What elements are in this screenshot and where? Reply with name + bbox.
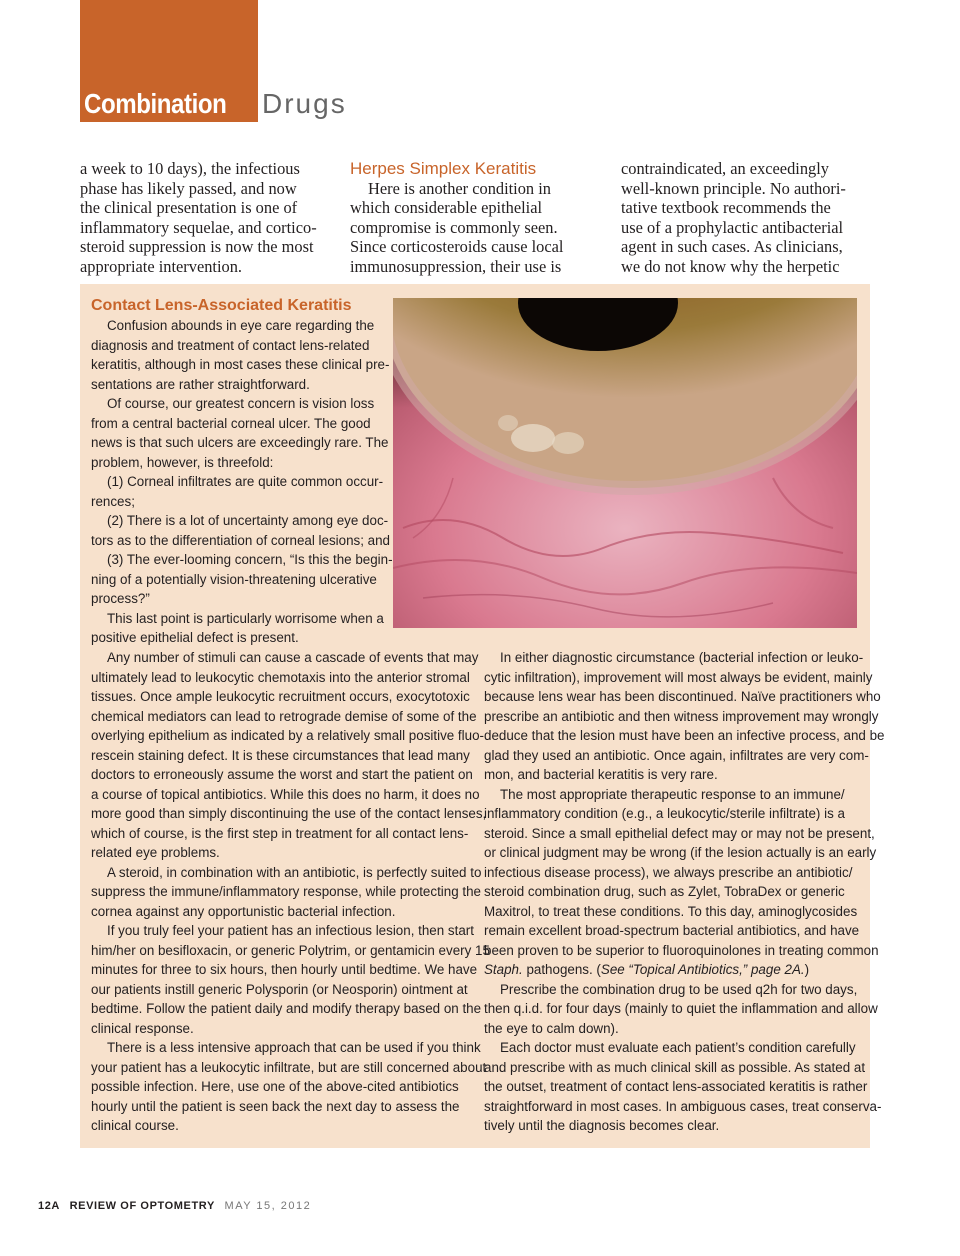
- text-line: and prescribe with as much clinical skill as possible. As stated at: [484, 1059, 866, 1075]
- text-line: phase has likely passed, and now: [80, 178, 297, 198]
- sidebar-intro-text: [91, 316, 393, 648]
- text-line: steroid combination drug, such as Zylet, TobraDex or generic: [484, 884, 845, 899]
- article-column-3: [621, 159, 873, 277]
- page-title: [84, 88, 347, 128]
- text-line: a course of topical antibiotics. While this does no harm, it does no: [91, 786, 480, 802]
- text-line: overlying epithelium as indicated by a relatively small positive fluo-: [91, 728, 484, 743]
- text-line: If you truly feel your patient has an infectious lesion, then start: [107, 923, 474, 938]
- text-line: minutes for three to six hours, then hourly until bedtime. We have: [91, 962, 478, 977]
- text-line: clinical response.: [91, 1020, 194, 1036]
- text-line: we do not know why the herpetic: [621, 256, 840, 276]
- eye-photo: [393, 298, 857, 628]
- text-line: There is a less intensive approach that can be used if you think: [107, 1040, 481, 1055]
- text-line: keratitis, although in most cases these clinical pre-: [91, 357, 390, 372]
- text-line: doctors to erroneously assume the worst and start the patient on: [91, 767, 473, 782]
- text-line: Prescribe the combination drug to be used q2h for two days,: [500, 981, 858, 997]
- text-line: Each doctor must evaluate each patient’s condition carefully: [500, 1040, 856, 1055]
- text-line: diagnosis and treatment of contact lens-related: [91, 337, 370, 353]
- text-line: process?”: [91, 591, 150, 606]
- text-line: our patients instill generic Polysporin (or Neosporin) ointment at: [91, 981, 468, 997]
- text-line: appropriate intervention.: [80, 256, 243, 276]
- text-line: bedtime. Follow the patient daily and modify therapy based on the: [91, 1001, 482, 1016]
- text-line: use of a prophylactic antibacterial: [621, 217, 844, 237]
- section-heading-herpes: Herpes Simplex Keratitis: [350, 159, 537, 178]
- text-line: a week to 10 days), the infectious: [80, 159, 300, 178]
- text-line: Maxitrol, to treat these conditions. To this day, aminoglycosides: [484, 903, 858, 919]
- text-line: which of course, is the first step in treatment for all contact lens-: [91, 825, 469, 841]
- text-line: inflammatory sequelae, and cortico-: [80, 217, 317, 237]
- page-footer: [38, 1200, 311, 1212]
- text-line: Since corticosteroids cause local: [350, 237, 564, 257]
- text-line: inflammatory condition (e.g., a leukocytic/sterile infiltrate) is a: [484, 806, 845, 821]
- eye-photo-illustration: [393, 298, 857, 628]
- text-line: the eye to calm down).: [484, 1020, 619, 1036]
- text-line: sentations are rather straightforward.: [91, 376, 310, 392]
- text-line: The most appropriate therapeutic response to an immune/: [500, 786, 845, 802]
- text-line: been proven to be superior to fluoroquinolones in treating common: [484, 942, 879, 958]
- page-title-light: Drugs: [262, 88, 347, 119]
- text-line: him/her on besifloxacin, or generic Polytrim, or gentamicin every 15: [91, 942, 490, 958]
- text-line: prescribe an antibiotic and then witness improvement may wrongly: [484, 708, 879, 724]
- sidebar-right-column: [484, 648, 885, 1136]
- text-line: chemical mediators can lead to retrograde demise of some of the: [91, 708, 477, 724]
- text-line: tissues. Once ample leukocytic recruitment occurs, exocytotoxic: [91, 689, 470, 704]
- text-line: the clinical presentation is one of: [80, 198, 298, 218]
- magazine-name: REVIEW OF OPTOMETRY: [69, 1200, 215, 1212]
- text-line: remain excellent broad-spectrum bacterial antibiotics, and have: [484, 923, 860, 938]
- text-line: contraindicated, an exceedingly: [621, 159, 829, 178]
- text-line: the outset, treatment of contact lens-associated keratitis is rather: [484, 1079, 868, 1094]
- text-line: because lens wear has been discontinued. Naïve practitioners who: [484, 689, 881, 704]
- sidebar-title: Contact Lens-Associated Keratitis: [91, 297, 352, 314]
- page-title-bold: Combination: [84, 88, 227, 119]
- text-line: news is that such ulcers are exceedingly rare. The: [91, 435, 389, 450]
- text-line: cytic infiltration), improvement will most always be evident, mainly: [484, 669, 873, 685]
- text-line: rescein staining defect. It is these circumstances that lead many: [91, 747, 470, 763]
- text-line: Any number of stimuli can cause a cascade of events that may: [107, 650, 479, 665]
- text-line: which considerable epithelial: [350, 198, 543, 218]
- text-line: cornea against any opportunistic bacterial infection.: [91, 903, 396, 919]
- text-line: or clinical judgment may be wrong (if the lesion actually is an early: [484, 845, 877, 860]
- text-line: hourly until the patient is seen back the next day to assess the: [91, 1098, 460, 1114]
- text-line: ultimately lead to leukocytic chemotaxis into the anterior stromal: [91, 669, 470, 685]
- sidebar-left-column: [91, 648, 490, 1136]
- text-line: A steroid, in combination with an antibiotic, is perfectly suited to: [107, 864, 482, 880]
- text-line: Of course, our greatest concern is vision loss: [107, 396, 375, 411]
- text-line: tative textbook recommends the: [621, 198, 831, 218]
- text-line: more good than simply discontinuing the use of the contact lenses,: [91, 806, 487, 821]
- text-line: from a central bacterial corneal ulcer. The good: [91, 415, 371, 431]
- text-line: (1) Corneal infiltrates are quite common occur-: [107, 474, 384, 489]
- issue-date: MAY 15, 2012: [224, 1200, 312, 1212]
- text-line: mon, and bacterial keratitis is very rare.: [484, 767, 718, 782]
- text-line: tors as to the differentiation of corneal lesions; and: [91, 532, 390, 548]
- text-line: then q.i.d. for four days (mainly to quiet the inflammation and allow: [484, 1001, 878, 1016]
- text-line: Here is another condition in: [368, 178, 551, 198]
- text-line: straightforward in most cases. In ambiguous cases, treat conserva-: [484, 1098, 882, 1114]
- text-line: tively until the diagnosis becomes clear.: [484, 1118, 720, 1133]
- text-line: clinical course.: [91, 1118, 179, 1133]
- text-line: suppress the immune/inflammatory response, while protecting the: [91, 884, 482, 899]
- text-line: rences;: [91, 493, 135, 509]
- text-line: steroid. Since a small epithelial defect may or may not be present,: [484, 825, 875, 841]
- text-line: deduce that the lesion must have been an infective process, and be: [484, 728, 885, 743]
- text-line: glad they used an antibiotic. Once again, infiltrates are very com-: [484, 747, 869, 763]
- text-line: your patient has a leukocytic infiltrate, but are still concerned about: [91, 1059, 487, 1075]
- text-line: Confusion abounds in eye care regarding the: [107, 318, 375, 333]
- article-column-1: [80, 159, 332, 277]
- text-line: (3) The ever-looming concern, “Is this the begin-: [107, 552, 393, 567]
- text-line: This last point is particularly worrisome when a: [107, 610, 384, 626]
- text-line: well-known principle. No authori-: [621, 178, 846, 198]
- text-line: Staph. pathogens. (See “Topical Antibiotics,” page 2A.): [484, 962, 810, 977]
- text-line: related eye problems.: [91, 845, 220, 860]
- text-line: agent in such cases. As clinicians,: [621, 237, 843, 257]
- text-line: immunosuppression, their use is: [350, 256, 562, 276]
- text-line: (2) There is a lot of uncertainty among eye doc-: [107, 513, 389, 528]
- text-line: ning of a potentially vision-threatening ulcerative: [91, 571, 377, 587]
- text-line: compromise is commonly seen.: [350, 217, 558, 237]
- text-line: In either diagnostic circumstance (bacterial infection or leuko-: [500, 650, 864, 665]
- text-line: problem, however, is threefold:: [91, 454, 274, 470]
- article-column-2: [350, 159, 602, 277]
- text-line: steroid suppression is now the most: [80, 237, 314, 257]
- text-line: possible infection. Here, use one of the above-cited antibiotics: [91, 1079, 459, 1094]
- page-number: 12A: [38, 1200, 60, 1212]
- text-line: infectious disease process), we always prescribe an antibiotic/: [484, 864, 853, 880]
- text-line: positive epithelial defect is present.: [91, 630, 299, 645]
